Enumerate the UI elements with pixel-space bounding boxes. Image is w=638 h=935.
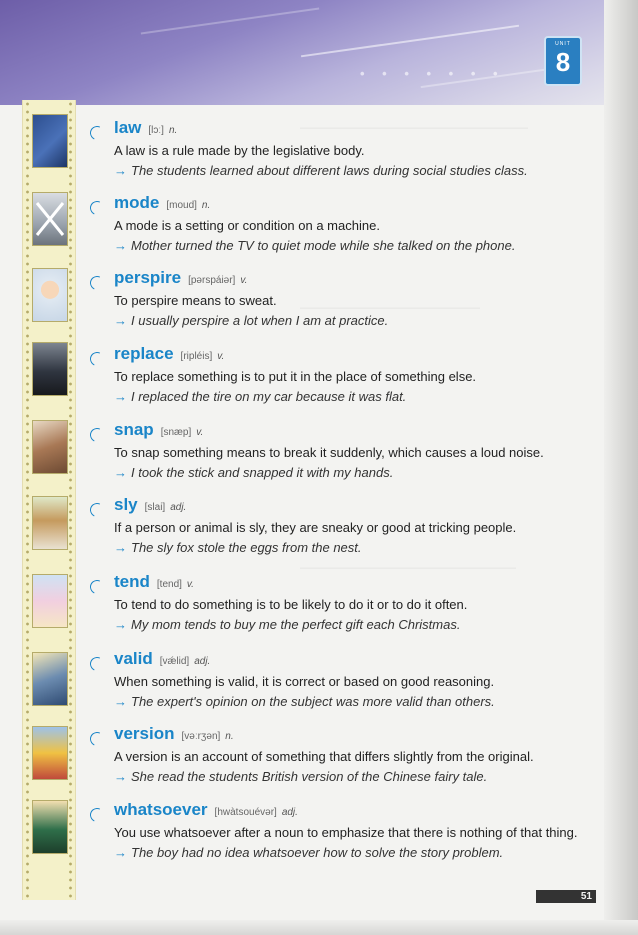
storybook-image	[32, 726, 68, 780]
arrow-icon: →	[114, 540, 127, 555]
speaker-icon[interactable]	[88, 426, 106, 444]
arrow-icon: →	[114, 769, 127, 784]
example-sentence: → The expert's opinion on the subject was more valid than others.	[114, 694, 495, 709]
speaker-icon[interactable]	[88, 274, 106, 292]
perspire-image	[32, 268, 68, 322]
example-sentence: → The boy had no idea whatsoever how to solve the story problem.	[114, 845, 504, 860]
speaker-icon[interactable]	[88, 501, 106, 519]
unit-label: UNIT	[555, 41, 571, 47]
gift-image	[32, 574, 68, 628]
arrow-icon: →	[114, 617, 127, 632]
definition: To perspire means to sweat.	[114, 293, 277, 308]
arrow-icon: →	[114, 845, 127, 860]
definition: If a person or animal is sly, they are sneaky or good at tricking people.	[114, 520, 517, 535]
phonetic: [hwàtsouévər]	[214, 807, 277, 818]
stick-image	[32, 420, 68, 474]
speaker-icon[interactable]	[88, 124, 106, 142]
example-sentence: → The sly fox stole the eggs from the nest.	[114, 540, 362, 555]
arrow-icon: →	[114, 694, 127, 709]
faded-unit-title: • • • • • • •	[360, 66, 505, 81]
phonetic: [slai]	[144, 502, 166, 513]
headword: sly	[114, 495, 138, 514]
part-of-speech: v.	[186, 579, 194, 590]
tire-image	[32, 342, 68, 396]
headword: whatsoever	[114, 800, 208, 819]
part-of-speech: v.	[217, 351, 225, 362]
part-of-speech: n.	[201, 200, 211, 211]
definition: A mode is a setting or condition on a machine.	[114, 218, 380, 233]
arrow-icon: →	[114, 465, 127, 480]
part-of-speech: v.	[240, 275, 248, 286]
page-number: 51	[536, 890, 596, 903]
top-banner	[0, 0, 638, 105]
arrow-icon: →	[114, 313, 127, 328]
speaker-icon[interactable]	[88, 655, 106, 673]
arrow-icon: →	[114, 163, 127, 178]
headword: mode	[114, 193, 160, 212]
fox-image	[32, 496, 68, 550]
speaker-icon[interactable]	[88, 730, 106, 748]
headword: valid	[114, 649, 153, 668]
page-bottom-edge	[0, 920, 638, 935]
speaker-icon[interactable]	[88, 806, 106, 824]
phonetic: [lɔː]	[148, 125, 164, 136]
phonetic: [ripléis]	[180, 351, 213, 362]
law-book-image	[32, 114, 68, 168]
example-sentence: → My mom tends to buy me the perfect gift each Christmas.	[114, 617, 461, 632]
tv-mode-image	[32, 192, 68, 246]
definition: To replace something is to put it in the place of something else.	[114, 369, 477, 384]
headword: version	[114, 724, 175, 743]
definition: A version is an account of something that differs slightly from the original.	[114, 749, 534, 764]
arrow-icon: →	[114, 389, 127, 404]
arrow-icon: →	[114, 238, 127, 253]
phonetic: [snæp]	[160, 427, 192, 438]
part-of-speech: adj.	[194, 656, 211, 667]
speaker-icon[interactable]	[88, 578, 106, 596]
unit-badge	[544, 36, 582, 86]
phonetic: [tend]	[156, 579, 182, 590]
speaker-icon[interactable]	[88, 350, 106, 368]
show-through-text: ———————————————————	[300, 120, 528, 134]
phonetic: [moud]	[166, 200, 197, 211]
headword: perspire	[114, 268, 182, 287]
headword: snap	[114, 420, 154, 439]
example-sentence: → I replaced the tire on my car because it was flat.	[114, 389, 407, 404]
definition: When something is valid, it is correct or based on good reasoning.	[114, 674, 495, 689]
phonetic: [vəːrʒən]	[181, 731, 221, 742]
headword: law	[114, 118, 142, 137]
part-of-speech: adj.	[281, 807, 298, 818]
headword: replace	[114, 344, 174, 363]
part-of-speech: v.	[196, 427, 204, 438]
chalkboard-image	[32, 800, 68, 854]
part-of-speech: adj.	[170, 502, 187, 513]
phonetic: [vǽlid]	[159, 656, 190, 667]
show-through-text: ——————————————————	[300, 560, 516, 574]
example-sentence: → The students learned about different laws during social studies class.	[114, 163, 528, 178]
definition: You use whatsoever after a noun to emphasize that there is nothing of that thing.	[114, 825, 578, 840]
show-through-text: ———————————————	[300, 300, 480, 314]
definition: To snap something means to break it suddenly, which causes a loud noise.	[114, 445, 544, 460]
part-of-speech: n.	[168, 125, 178, 136]
expert-image	[32, 652, 68, 706]
filmstrip	[22, 100, 76, 900]
example-sentence: → I took the stick and snapped it with my hands.	[114, 465, 394, 480]
part-of-speech: n.	[225, 731, 234, 742]
definition: A law is a rule made by the legislative body.	[114, 143, 365, 158]
example-sentence: → I usually perspire a lot when I am at practice.	[114, 313, 389, 328]
definition: To tend to do something is to be likely to do it or to do it often.	[114, 597, 468, 612]
headword: tend	[114, 572, 150, 591]
example-sentence: → She read the students British version of the Chinese fairy tale.	[114, 769, 488, 784]
unit-number: 8	[555, 47, 571, 77]
page-edge	[604, 0, 638, 935]
example-sentence: → Mother turned the TV to quiet mode while she talked on the phone.	[114, 238, 516, 253]
speaker-icon[interactable]	[88, 199, 106, 217]
phonetic: [pərspáiər]	[188, 275, 236, 286]
